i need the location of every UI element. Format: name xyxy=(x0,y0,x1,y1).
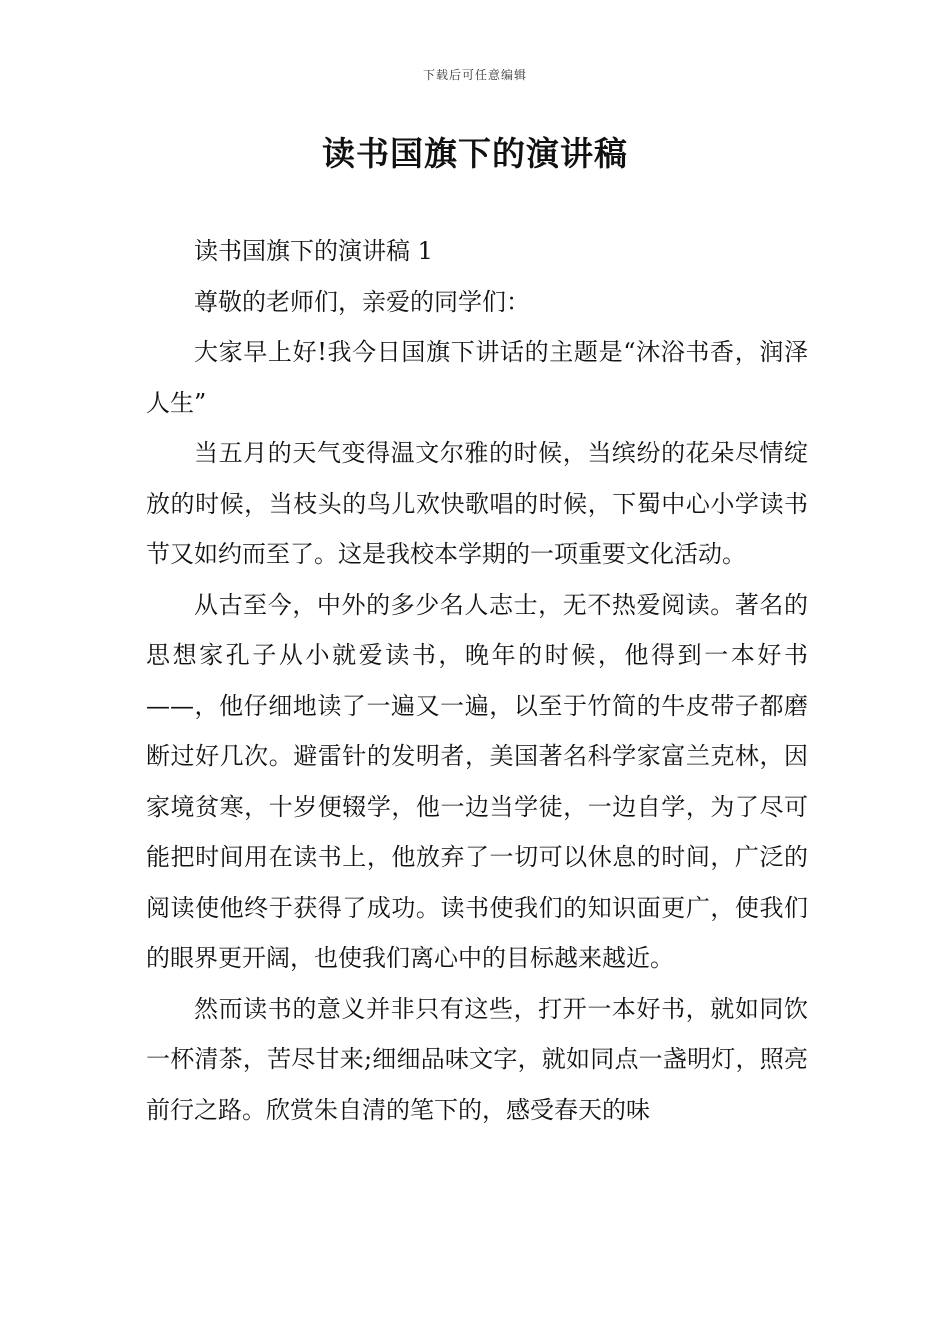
subtitle-paragraph: 读书国旗下的演讲稿 1 xyxy=(194,237,433,265)
header-note: 下载后可任意编辑 xyxy=(422,68,527,82)
document-title: 读书国旗下的演讲稿 xyxy=(322,134,628,173)
body-paragraph: 当五月的天气变得温文尔雅的时候，当缤纷的花朵尽情绽放的时候，当枝头的鸟儿欢快歌唱的时候，下蜀中心小学读书节又如约而至了。这是我校本学期的一项重要文化活动。 xyxy=(146,439,808,568)
salutation-paragraph: 尊敬的老师们，亲爱的同学们： xyxy=(194,287,530,316)
document-body xyxy=(146,226,808,1135)
body-paragraph: 从古至今，中外的多少名人志士，无不热爱阅读。著名的思想家孔子从小就爱读书，晚年的时候，他得到一本好书——，他仔细地读了一遍又一遍，以至于竹简的牛皮带子都磨断过好几次。避雷针的发明者，美国著名科学家富兰克林，因家境贫寒，十岁便辍学，他一边当学徒，一边自学，为了尽可能把时间用在读书上，他放弃了一切可以休息的时间，广泛的阅读使他终于获得了成功。读书使我们的知识面更广，使我们的眼界更开阔，也使我们离心中的目标越来越近。 xyxy=(146,590,808,972)
greeting-paragraph: 大家早上好!我今日国旗下讲话的主题是“沐浴书香，润泽人生” xyxy=(146,338,808,417)
body-paragraph: 然而读书的意义并非只有这些，打开一本好书，就如同饮一杯清茶，苦尽甘来;细细品味文字，就如同点一盏明灯，照亮前行之路。欣赏朱自清的笔下的，感受春天的味 xyxy=(146,994,808,1124)
